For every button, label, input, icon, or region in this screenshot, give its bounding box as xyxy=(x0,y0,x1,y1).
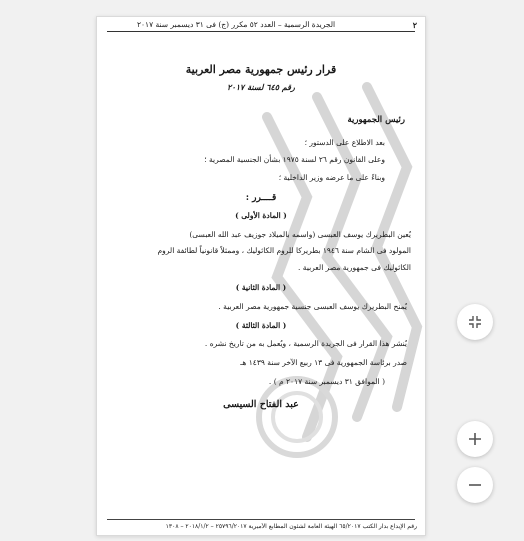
gazette-page xyxy=(96,16,426,536)
footer-divider xyxy=(107,519,415,520)
fit-to-page-button[interactable] xyxy=(457,304,493,340)
consideration-line: وبناءً على ما عرضه وزير الداخلية ؛ xyxy=(278,173,385,182)
collapse-icon xyxy=(467,314,483,330)
zoom-out-button[interactable] xyxy=(457,467,493,503)
article-1-text: الكاثوليك فى جمهورية مصر العربية . xyxy=(298,263,411,272)
header-divider xyxy=(107,31,415,32)
consideration-line: بعد الاطلاع على الدستور ؛ xyxy=(304,138,385,147)
article-1-text: المولود فى الشام سنة ١٩٤٦ بطريركا للروم الكاثوليك ، وممثلاً قانونياً لطائفة الروم xyxy=(157,246,411,255)
decided-heading: قــــرر : xyxy=(245,193,277,203)
decree-title: قرار رئيس جمهورية مصر العربية xyxy=(185,63,337,76)
footer-deposit-number: رقم الإيداع بدار الكتب ٦٥/٢٠١٧ الهيئة العامة لشئون المطابع الأميرية ٢٥٧٩٦/٢٠١٧ – ٢٠١٨/١/٢ – ١٣٠٨ xyxy=(165,523,417,530)
issued-date: صدر برئاسة الجمهورية فى ١٣ ربيع الآخر سنة ١٤٣٩ هـ xyxy=(240,358,407,367)
article-3-text: يُنشر هذا القرار فى الجريدة الرسمية ، ويُعمل به من تاريخ نشره . xyxy=(204,339,407,348)
president-signature: عبد الفتاح السيسى xyxy=(223,399,299,410)
consideration-line: وعلى القانون رقم ٢٦ لسنة ١٩٧٥ بشأن الجنسية المصرية ؛ xyxy=(204,155,385,164)
article-2-heading: ( المادة الثانية ) xyxy=(235,283,287,292)
corresponding-date: ( الموافق ٣١ ديسمبر سنة ٢٠١٧ م ) . xyxy=(268,377,385,386)
article-1-text: يُعين البطريرك يوسف العبسى (واسمه بالميلاد جوزيف عبد الله العبسى) xyxy=(189,230,411,239)
minus-icon xyxy=(467,477,483,493)
zoom-controls xyxy=(457,0,497,541)
article-1-heading: ( المادة الأولى ) xyxy=(235,211,287,220)
gazette-header: الجريدة الرسمية – العدد ٥٢ مكرر (ج) فى ٣١ ديسمبر سنة ٢٠١٧ xyxy=(137,20,336,29)
president-heading: رئيس الجمهورية xyxy=(347,115,405,125)
article-2-text: يُمنح البطريرك يوسف العبسى جنسية جمهورية مصر العربية . xyxy=(218,302,407,311)
plus-icon xyxy=(467,431,483,447)
article-3-heading: ( المادة الثالثة ) xyxy=(235,321,287,330)
decree-number: رقم ٦٤٥ لسنة ٢٠١٧ xyxy=(227,82,295,92)
page-number: ٢ xyxy=(412,20,417,30)
zoom-in-button[interactable] xyxy=(457,421,493,457)
